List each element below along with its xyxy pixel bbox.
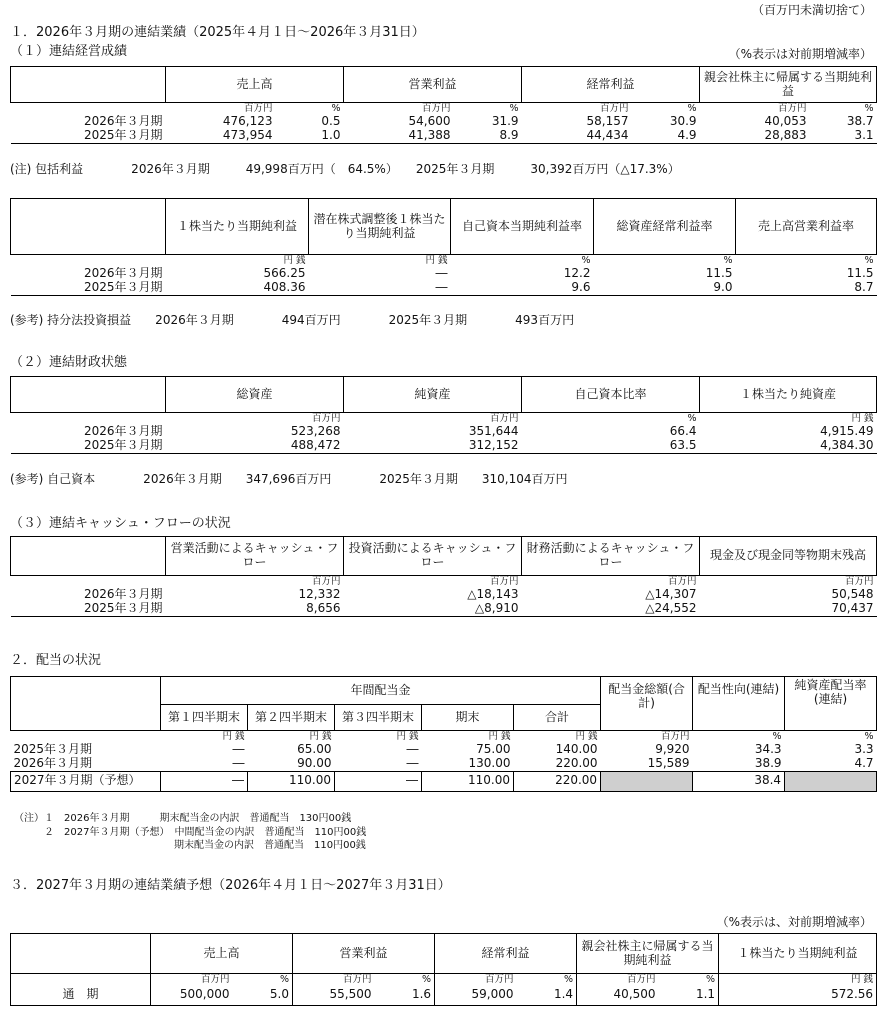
unit: % (687, 412, 697, 424)
table-row (11, 267, 877, 281)
row-label: 2025年３月期 (13, 743, 93, 756)
row-label: 2025年３月期 (83, 280, 163, 294)
s2-header-bps: １株当たり純資産 (700, 377, 877, 413)
s2-header-net-assets: 純資産 (344, 377, 522, 413)
t2-header-diluted-eps: 潜在株式調整後１株当たり当期純利益 (309, 199, 451, 255)
fc-corner (11, 934, 151, 974)
cell: 1.4 (517, 986, 577, 1005)
cell: ― (406, 756, 419, 770)
unit: 百万円 (422, 102, 451, 114)
unit: % (331, 102, 341, 114)
cell: 476,123 (222, 115, 273, 128)
unit: 円 銭 (425, 254, 448, 266)
unit: 百万円 (343, 973, 372, 985)
cell: ― (161, 771, 248, 791)
cell: 58,157 (586, 115, 629, 128)
s3-corner (11, 537, 166, 576)
equity-capital-note: (参考) 自己資本 2026年３月期 347,696百万円 2025年３月期 310,104百万円 (10, 472, 568, 486)
cell: △8,910 (474, 601, 519, 615)
unit: % (517, 974, 577, 987)
cell: 4.7 (854, 756, 874, 770)
cell: △14,307 (645, 588, 697, 601)
cell: 351,644 (468, 425, 519, 438)
forecast-pct-note: （%表示は、対前期増減率） (716, 915, 872, 929)
dividends-table (10, 676, 877, 792)
ratios-table (10, 198, 877, 296)
cell: 11.5 (705, 267, 733, 280)
cell: 572.56 (719, 986, 877, 1005)
div-corner (11, 677, 161, 731)
cell: ― (406, 743, 419, 756)
unit-note: （百万円未満切捨て） (751, 3, 872, 17)
cash-flow-table (10, 536, 877, 617)
cell: 12.2 (563, 267, 591, 280)
cell: 1.0 (321, 128, 341, 142)
s2-header-total-assets: 総資産 (166, 377, 344, 413)
cell: 34.3 (754, 743, 782, 756)
unit: 百万円 (151, 974, 233, 987)
div-header-doe: 純資産配当率(連結) (785, 677, 877, 731)
section1-subtitle: （１）連結経営成績 (10, 44, 128, 59)
t1-header-operating-income: 営業利益 (344, 67, 522, 103)
unit: % (864, 730, 874, 742)
unit: 百万円 (667, 575, 697, 587)
unit: 百万円 (311, 575, 341, 587)
row-label: 2025年３月期 (83, 438, 163, 452)
cell: △18,143 (467, 588, 519, 601)
div-sub-total: 合計 (514, 705, 601, 731)
table-row (11, 771, 877, 791)
unit: 円 銭 (488, 730, 511, 742)
row-label: 2026年３月期 (83, 425, 163, 438)
cell: 3.1 (854, 128, 874, 142)
row-label: 2026年３月期 (83, 267, 163, 280)
s3-header-cash-balance: 現金及び現金同等物期末残高 (700, 537, 877, 576)
div-sub-q1: 第１四半期末 (161, 705, 248, 731)
unit: 百万円 (600, 102, 629, 114)
s2-header-equity-ratio: 自己資本比率 (522, 377, 700, 413)
t2-header-operating-margin: 売上高営業利益率 (736, 199, 877, 255)
unit: % (864, 102, 874, 114)
cell: 30.9 (669, 115, 697, 128)
table-row (11, 129, 877, 143)
cell: 55,500 (329, 987, 372, 1002)
row-label: 2026年３月期 (83, 115, 163, 128)
cell: △24,552 (645, 601, 697, 615)
cell: 66.4 (669, 425, 697, 438)
cell: 11.5 (846, 267, 874, 280)
t1-header-sales: 売上高 (166, 67, 344, 103)
s3-header-investing-cf: 投資活動によるキャッシュ・フロー (344, 537, 522, 576)
cell: 90.00 (297, 756, 332, 770)
row-label: 2026年３月期 (13, 756, 93, 770)
cell: 5.0 (233, 986, 293, 1005)
t2-header-roe: 自己資本当期純利益率 (451, 199, 594, 255)
t2-header-eps: １株当たり当期純利益 (166, 199, 309, 255)
operating-results-table (10, 66, 877, 144)
div-sub-q2: 第２四半期末 (248, 705, 335, 731)
cell: 523,268 (290, 425, 341, 438)
table-row (11, 602, 877, 616)
unit: 百万円 (844, 575, 874, 587)
row-label: 2025年３月期 (83, 601, 163, 615)
cell: 9.0 (713, 280, 733, 294)
cell: 488,472 (290, 438, 341, 452)
fc-header-sales: 売上高 (151, 934, 293, 974)
unit: 円 銭 (719, 974, 877, 987)
cell: 50,548 (831, 588, 874, 601)
unit: 百万円 (489, 412, 519, 424)
unit: 百万円 (485, 973, 514, 985)
t2-header-roa: 総資産経常利益率 (594, 199, 736, 255)
cell: 1.1 (659, 986, 719, 1005)
cell: ― (435, 280, 448, 294)
cell: ― (435, 267, 448, 280)
cell: 8,656 (306, 601, 341, 615)
financial-position-table (10, 376, 877, 454)
unit: 円 銭 (309, 730, 332, 742)
unit: % (687, 102, 697, 114)
dividend-note-line: 期末配当金の内訳 普通配当 110円00銭 (14, 840, 366, 851)
cell: 9,920 (655, 743, 690, 756)
cell: 1.6 (375, 986, 435, 1005)
cell: 38.7 (846, 115, 874, 128)
fc-header-operating-income: 営業利益 (293, 934, 435, 974)
cell: 9.6 (571, 280, 591, 294)
cell: 4,384.30 (820, 438, 874, 452)
t1-header-net-income: 親会社株主に帰属する当期純利益 (700, 67, 877, 103)
row-label: 通 期 (11, 986, 151, 1005)
forecast-title: ３．2027年３月期の連結業績予想（2026年４月１日～2027年３月31日） (10, 878, 451, 893)
div-sub-q3: 第３四半期末 (335, 705, 422, 731)
unit: % (723, 254, 733, 266)
cell: 41,388 (408, 128, 451, 142)
div-header-payout: 配当性向(連結) (693, 677, 785, 731)
table-row (11, 757, 877, 771)
t1-header-ordinary-income: 経常利益 (522, 67, 700, 103)
cell: 38.9 (754, 756, 782, 770)
unit: % (375, 974, 435, 987)
cell: 63.5 (669, 438, 697, 452)
dividend-notes (14, 812, 366, 853)
cell: 70,437 (831, 601, 874, 615)
unit: 百万円 (243, 102, 273, 114)
table-row (11, 281, 877, 295)
cell: 140.00 (555, 743, 598, 756)
cell: 59,000 (471, 987, 514, 1002)
table-row (11, 425, 877, 439)
section-cash-flow-title: （３）連結キャッシュ・フローの状況 (10, 516, 231, 531)
cell: 4,915.49 (820, 425, 874, 438)
cell: 8.9 (499, 128, 519, 142)
fc-header-eps: １株当たり当期純利益 (719, 934, 877, 974)
unit: % (581, 254, 591, 266)
unit: 円 銭 (396, 730, 419, 742)
s2-corner (11, 377, 166, 413)
cell: 8.7 (854, 280, 874, 294)
cell: 65.00 (297, 743, 332, 756)
cell: 220.00 (514, 771, 601, 791)
cell: 130.00 (468, 756, 511, 770)
s3-header-operating-cf: 営業活動によるキャッシュ・フロー (166, 537, 344, 576)
cell: ― (335, 771, 422, 791)
cell: ― (232, 756, 245, 770)
cell: 110.00 (422, 771, 514, 791)
unit: % (864, 254, 874, 266)
row-label: 2026年３月期 (83, 588, 163, 601)
cell: 54,600 (408, 115, 451, 128)
row-label: 2025年３月期 (83, 128, 163, 142)
s3-header-financing-cf: 財務活動によるキャッシュ・フロー (522, 537, 700, 576)
pct-note: （%表示は対前期増減率） (728, 47, 872, 61)
cell: 566.25 (263, 267, 306, 280)
unit: 百万円 (778, 102, 807, 114)
table-row (11, 743, 877, 757)
unit: % (233, 974, 293, 987)
cell: 40,500 (613, 987, 656, 1002)
cell: 44,434 (586, 128, 629, 142)
cell: 38.4 (693, 771, 785, 791)
cell (785, 771, 877, 791)
cell: 75.00 (476, 743, 511, 756)
cell: 28,883 (764, 128, 807, 142)
div-sub-year-end: 期末 (422, 705, 514, 731)
cell: 473,954 (222, 128, 273, 142)
cell: 0.5 (321, 115, 341, 128)
section-financial-position-title: （２）連結財政状態 (10, 355, 128, 370)
unit: 円 銭 (283, 254, 306, 266)
cell: 110.00 (248, 771, 335, 791)
div-header-total: 配当金総額(合計) (601, 677, 693, 731)
dividend-note-line: （注）１ 2026年３月期 期末配当金の内訳 普通配当 130円00銭 (14, 813, 352, 824)
fc-header-net-income: 親会社株主に帰属する当期純利益 (577, 934, 719, 974)
forecast-table (10, 933, 877, 1006)
equity-method-note: (参考) 持分法投資損益 2026年３月期 494百万円 2025年３月期 493百万円 (10, 313, 575, 327)
cell: 408.36 (263, 280, 306, 294)
cell: 500,000 (179, 987, 230, 1002)
cell: ― (232, 743, 245, 756)
comprehensive-income-note: (注) 包括利益 2026年３月期 49,998百万円（ 64.5%） 2025年３月期 30,392百万円（△17.3%） (10, 162, 680, 176)
table-row (11, 588, 877, 602)
unit: % (509, 102, 519, 114)
table-row (11, 115, 877, 129)
cell: 3.3 (854, 743, 874, 756)
unit: 百万円 (311, 412, 341, 424)
t2-corner (11, 199, 166, 255)
unit: 円 銭 (222, 730, 245, 742)
table-row (11, 439, 877, 453)
dividend-note-line: ２ 2027年３月期（予想） 中間配当金の内訳 普通配当 110円00銭 (14, 826, 367, 838)
table-row (11, 986, 877, 1005)
div-header-annual: 年間配当金 (161, 677, 601, 705)
cell: 15,589 (647, 756, 690, 770)
t1-corner (11, 67, 166, 103)
section1-title: １．2026年３月期の連結業績（2025年４月１日～2026年３月31日） (10, 25, 425, 40)
cell: 312,152 (468, 438, 519, 452)
row-label: 2027年３月期（予想） (11, 771, 161, 791)
dividends-title: ２．配当の状況 (10, 653, 102, 668)
cell: 4.9 (677, 128, 697, 142)
cell: 12,332 (298, 588, 341, 601)
cell: 220.00 (555, 756, 598, 770)
cell: 40,053 (764, 115, 807, 128)
unit: % (772, 730, 782, 742)
fc-header-ordinary-income: 経常利益 (435, 934, 577, 974)
unit: 百万円 (627, 973, 656, 985)
unit: % (659, 974, 719, 987)
unit: 百万円 (489, 575, 519, 587)
cell: 31.9 (491, 115, 519, 128)
unit: 円 銭 (575, 730, 598, 742)
cell (601, 771, 693, 791)
unit: 百万円 (661, 730, 690, 742)
unit: 円 銭 (851, 412, 874, 424)
